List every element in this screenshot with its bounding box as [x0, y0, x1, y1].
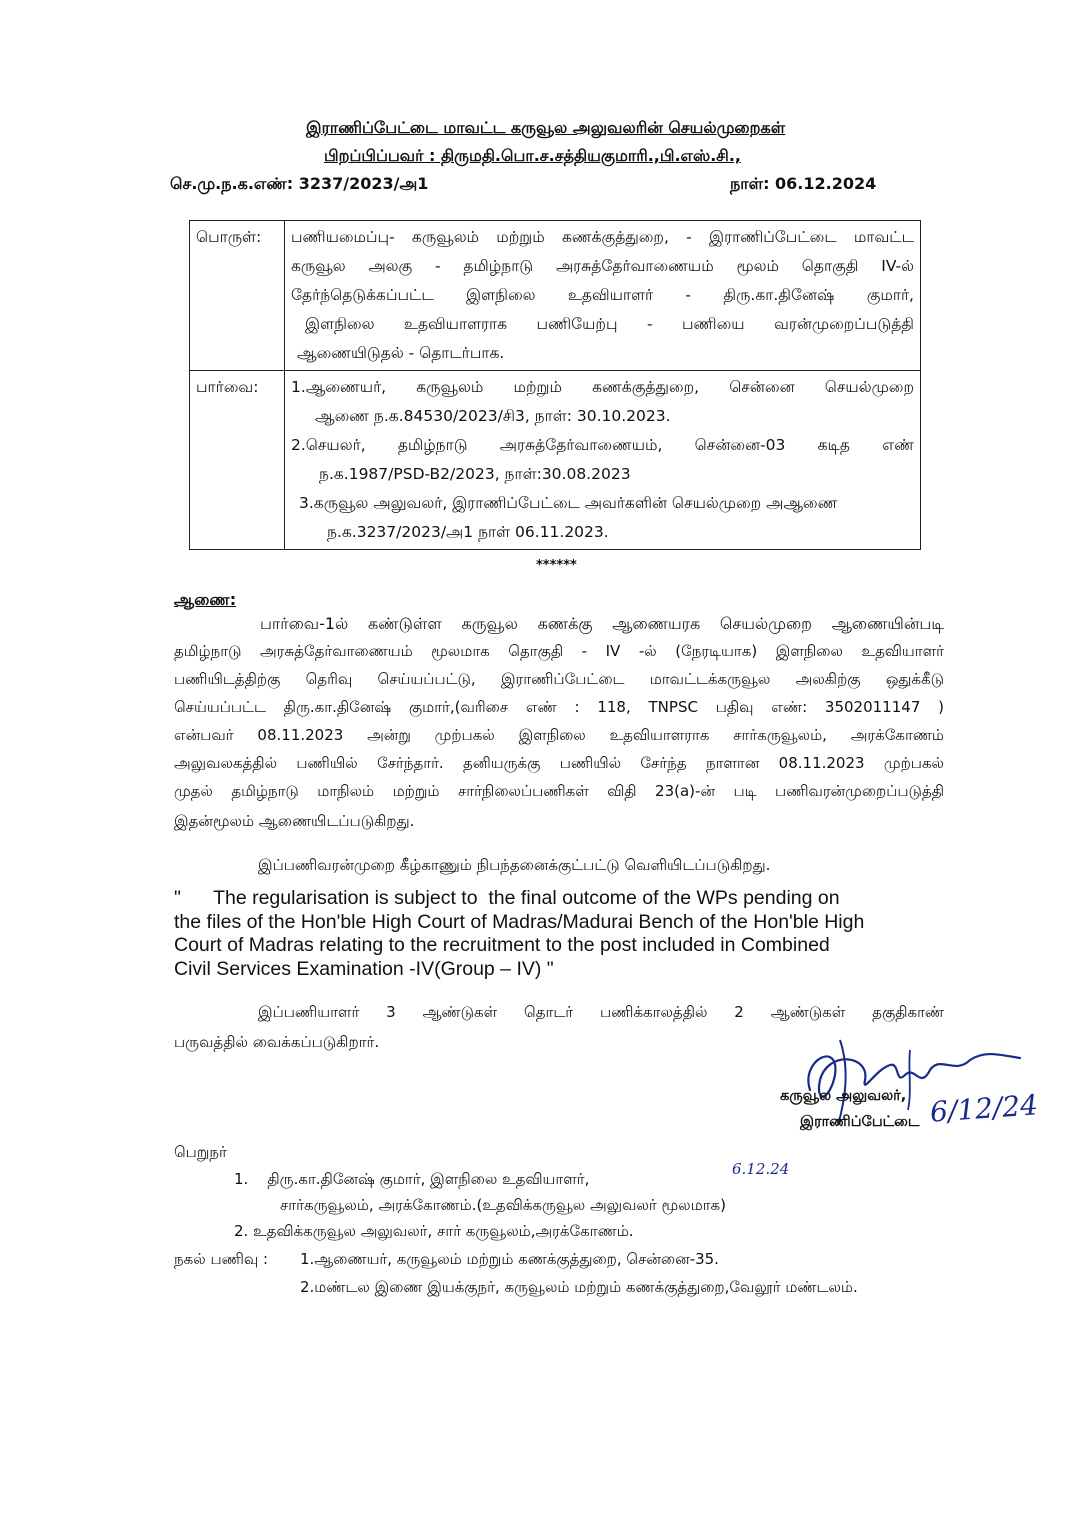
subject-reference-table	[189, 220, 921, 550]
reference-line: ஆணை ந.க.84530/2023/சி3, நாள்: 30.10.2023.	[315, 407, 671, 425]
subject-line: ஆணையிடுதல் - தொடர்பாக.	[297, 344, 505, 362]
copy-label: நகல் பணிவு :	[174, 1250, 269, 1268]
quote-line: Civil Services Examination -IV(Group – IV) "	[174, 957, 554, 980]
subject-line: கருவூல அலகு - தமிழ்நாடு அரசுத்தேர்வாணையம் மூலம் தொகுதி IV-ல்	[291, 257, 914, 275]
order-heading: ஆணை:	[174, 590, 237, 609]
signature-block	[780, 1030, 1050, 1140]
probation-line: பருவத்தில் வைக்கப்படுகிறார்.	[174, 1033, 380, 1051]
order-para-line: பார்வை-1ல் கண்டுள்ள கருவூல கணக்கு ஆணையரக செயல்முறை ஆணையின்படி	[260, 614, 944, 633]
recipient-item: சார்கருவூலம், அரக்கோணம்.(உதவிக்கருவூல அலுவலர் மூலமாக)	[280, 1196, 726, 1214]
order-para-line: செய்யப்பட்ட திரு.கா.தினேஷ் குமார்,(வரிசை எண் : 118, TNPSC பதிவு எண்: 3502011147 )	[174, 698, 944, 716]
reference-label: பார்வை:	[190, 371, 285, 550]
quote-line: Court of Madras relating to the recruitment to the post included in Combined	[174, 934, 830, 956]
reference-text	[285, 371, 921, 550]
order-para-line: அலுவலகத்தில் பணியில் சேர்ந்தார். தனியருக்கு பணியில் சேர்ந்த நாளான 08.11.2023 முற்பகல்	[174, 754, 944, 772]
order-para-line: தமிழ்நாடு அரசுத்தேர்வாணையம் மூலமாக தொகுதி - IV -ல் (நேரடியாக) இளநிலை உதவியாளர்	[174, 642, 944, 660]
section-separator: ******	[536, 558, 577, 573]
recipient-item: 1. திரு.கா.தினேஷ் குமார், இளநிலை உதவியாளர்,	[234, 1170, 590, 1188]
subject-row	[190, 221, 921, 371]
subject-line: பணியமைப்பு- கருவூலம் மற்றும் கணக்குத்துறை, - இராணிப்பேட்டை மாவட்ட	[291, 228, 914, 246]
quote-line: the files of the Hon'ble High Court of Madras/Madurai Bench of the Hon'ble High	[174, 910, 865, 933]
subject-line: தேர்ந்தெடுக்கப்பட்ட இளநிலை உதவியாளர் - திரு.கா.தினேஷ் குமார்,	[291, 286, 914, 304]
probation-line: இப்பணியாளர் 3 ஆண்டுகள் தொடர் பணிக்காலத்தில் 2 ஆண்டுகள் தகுதிகாண்	[258, 1003, 944, 1021]
subject-label: பொருள்:	[190, 221, 285, 371]
copy-item: 1.ஆணையர், கருவூலம் மற்றும் கணக்குத்துறை, சென்னை-35.	[300, 1250, 719, 1268]
english-condition-quote	[174, 887, 944, 981]
issued-by: பிறப்பிப்பவர் : திருமதி.பொ.ச.சத்தியகுமாரி.,பி.எஸ்.சி.,	[324, 146, 741, 165]
recipient-item: 2. உதவிக்கருவூல அலுவலர், சார் கருவூலம்,அரக்கோணம்.	[234, 1222, 634, 1240]
signatory-place: இராணிப்பேட்டை	[800, 1114, 920, 1130]
order-para-line: என்பவர் 08.11.2023 அன்று முற்பகல் இளநிலை உதவியாளராக சார்கருவூலம், அரக்கோணம்	[174, 726, 944, 744]
reference-line: 3.கருவூல அலுவலர், இராணிப்பேட்டை அவர்களின் செயல்முறை அஆணை	[299, 494, 838, 512]
order-para-line: இதன்மூலம் ஆணையிடப்படுகிறது.	[174, 812, 415, 830]
receipt-handwritten-date: 6.12.24	[732, 1160, 790, 1178]
order-para-line: பணியிடத்திற்கு தெரிவு செய்யப்பட்டு, இராணிப்பேட்டை மாவட்டக்கருவூல அலகிற்கு ஒதுக்கீடு	[174, 670, 944, 688]
reference-line: 2.செயலர், தமிழ்நாடு அரசுத்தேர்வாணையம், சென்னை-03 கடித எண்	[291, 436, 914, 454]
handwritten-date: 6/12/24	[928, 1088, 1039, 1129]
reference-line: 1.ஆணையர், கருவூலம் மற்றும் கணக்குத்துறை, சென்னை செயல்முறை	[291, 378, 914, 396]
subject-line: இளநிலை உதவியாளராக பணியேற்பு - பணியை வரன்முறைப்படுத்தி	[305, 315, 914, 333]
copy-item: 2.மண்டல இணை இயக்குநர், கருவூலம் மற்றும் கணக்குத்துறை,வேலூர் மண்டலம்.	[300, 1278, 858, 1296]
reference-line: ந.க.3237/2023/அ1 நாள் 06.11.2023.	[327, 523, 609, 541]
reference-number: செ.மு.ந.க.எண்: 3237/2023/அ1	[170, 174, 429, 193]
reference-line: ந.க.1987/PSD-B2/2023, நாள்:30.08.2023	[319, 465, 631, 483]
reference-row	[190, 371, 921, 550]
document-title: இராணிப்பேட்டை மாவட்ட கருவூல அலுவலரின் செயல்முறைகள்	[306, 118, 786, 137]
order-para-line: முதல் தமிழ்நாடு மாநிலம் மற்றும் சார்நிலைப்பணிகள் விதி 23(a)-ன் படி பணிவரன்முறைப்படுத்தி	[174, 782, 944, 800]
quote-line: " The regularisation is subject to the final outcome of the WPs pending on	[174, 887, 840, 909]
signatory-designation: கருவூல அலுவலர்,	[780, 1088, 907, 1104]
recipients-heading: பெறுநர்	[174, 1143, 227, 1161]
document-date: நாள்: 06.12.2024	[730, 174, 877, 193]
subject-text	[285, 221, 921, 371]
condition-intro: இப்பணிவரன்முறை கீழ்காணும் நிபந்தனைக்குட்பட்டு வெளியிடப்படுகிறது.	[258, 856, 771, 874]
